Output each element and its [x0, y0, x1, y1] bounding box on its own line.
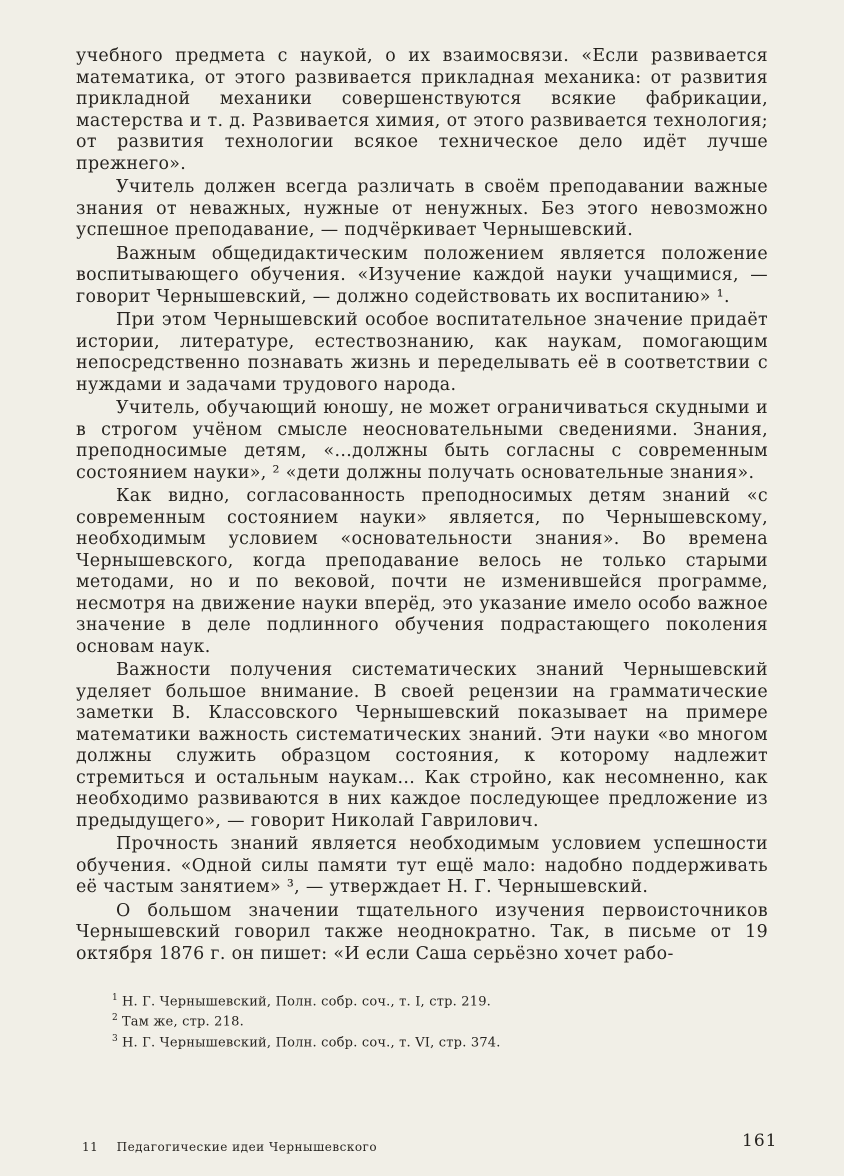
paragraph-8: Прочность знаний является необходимым условием успешности обучения. «Одной силы памяти тут ещё мало: надобно поддерживать её частым занятием» ³, — утверждает Н. Г. Чернышевский.	[76, 834, 768, 897]
paragraph-7: Важности получения систематических знаний Чернышевский уделяет большое внимание. В своей рецензии на грамматические заметки В. Классовского Чернышевский показывает на примере математики важность систематических знаний. Эти науки «во многом должны служить образцом состояния, к которому надлежит стремиться и остальным наукам... Как стройно, как несомненно, как необходимо развиваются в них каждое последующее предложение из предыдущего», — говорит Николай Гаврилович.	[76, 660, 768, 831]
footnote-text: Н. Г. Чернышевский, Полн. собр. соч., т. I, стр. 219.	[121, 994, 492, 1010]
page-body	[76, 46, 768, 1051]
paragraph-4: При этом Чернышевский особое воспитательное значение придаёт истории, литературе, естествознанию, как наукам, помогающим непосредственно познавать жизнь и переделывать её в соответствии с нуждами и задачами трудового народа.	[76, 310, 768, 395]
paragraph-9: О большом значении тщательного изучения первоисточников Чернышевский говорил также неоднократно. Так, в письме от 19 октября 1876 г. он пишет: «И если Саша серьёзно хочет рабо-	[76, 900, 768, 964]
paragraph-3: Важным общедидактическим положением является положение воспитывающего обучения. «Изучение каждой науки учащимися, — говорит Чернышевский, — должно содействовать их воспитанию» ¹.	[76, 243, 768, 307]
main-text	[76, 46, 768, 965]
footnote-mark: 3	[112, 1033, 118, 1044]
running-title: Педагогические идеи Чернышевского	[116, 1140, 378, 1154]
footnote-1	[112, 990, 768, 1010]
page-footer	[82, 1140, 377, 1154]
printer-signature: 11	[82, 1140, 99, 1154]
paragraph-1: учебного предмета с наукой, о их взаимосвязи. «Если развивается математика, от этого развивается прикладная механика: от развития прикладной механики совершенствуются всякие фабрикации, мастерства и т. д. Развивается химия, от этого развивается технология; от развития технологии всякое техническое дело идёт лучше прежнего».	[76, 46, 768, 174]
paragraph-6: Как видно, согласованность преподносимых детям знаний «с современным состоянием науки» является, по Чернышевскому, необходимым условием «основательности знания». Во времена Чернышевского, когда преподавание велось не только старыми методами, но и по вековой, почти не изменившейся программе, несмотря на движение науки вперёд, это указание имело особо важное значение в деле подлинного обучения подрастающего поколения основам наук.	[76, 486, 768, 657]
paragraph-2: Учитель должен всегда различать в своём преподавании важные знания от неважных, нужные от ненужных. Без этого невозможно успешное преподавание, — подчёркивает Чернышевский.	[76, 177, 768, 240]
footnotes	[76, 990, 768, 1051]
footnote-text: Там же, стр. 218.	[121, 1014, 244, 1030]
footnote-3	[112, 1031, 768, 1051]
footnote-mark: 1	[112, 993, 118, 1003]
footnote-mark: 2	[112, 1013, 118, 1024]
paragraph-5: Учитель, обучающий юношу, не может ограничиваться скудными и в строгом учёном смысле неосновательными сведениями. Знания, преподносимые детям, «...должны быть согласны с современным состоянием науки», ² «дети должны получать основательные знания».	[76, 398, 768, 483]
footnote-text: Н. Г. Чернышевский, Полн. собр. соч., т. VI, стр. 374.	[121, 1034, 501, 1050]
footnote-2	[112, 1010, 768, 1030]
page-number: 161	[742, 1131, 778, 1151]
